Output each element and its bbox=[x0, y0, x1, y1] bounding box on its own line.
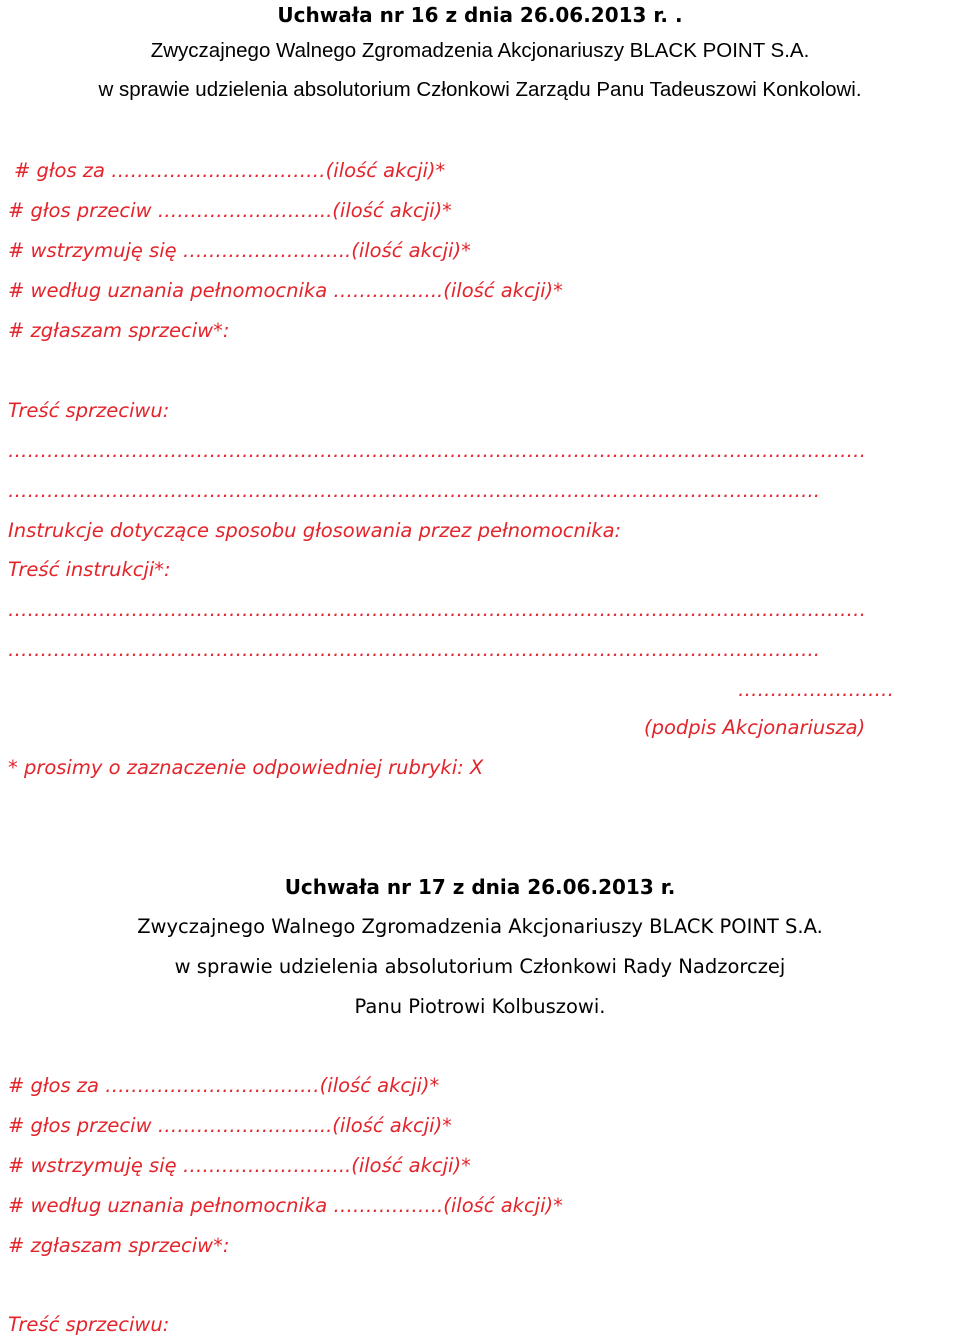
vote-against-line: # głos przeciw ……………………...(ilość akcji)* bbox=[8, 199, 452, 222]
resolution-17-subtitle: Zwyczajnego Walnego Zgromadzenia Akcjonariuszy BLACK POINT S.A. bbox=[137, 915, 823, 938]
objection-dotted-line-1: …………………………………………………………………………………………………………………… bbox=[8, 439, 866, 462]
vote-abstain-line: # wstrzymuję się ……………………..(ilość akcji)* bbox=[8, 239, 471, 262]
instructions-heading: Instrukcje dotyczące sposobu głosowania przez pełnomocnika: bbox=[8, 519, 622, 542]
vote-for-line: # głos za ……………………………(ilość akcji)* bbox=[14, 159, 446, 182]
resolution-17-title: Uchwała nr 17 z dnia 26.06.2013 r. bbox=[284, 875, 676, 899]
vote-proxy-discretion-line-2: # według uznania pełnomocnika ……………..(ilość akcji)* bbox=[8, 1194, 563, 1217]
objection-label-2: Treść sprzeciwu: bbox=[8, 1313, 170, 1336]
resolution-16-title: Uchwała nr 16 z dnia 26.06.2013 r. . bbox=[277, 3, 683, 27]
resolution-16-subtitle: Zwyczajnego Walnego Zgromadzenia Akcjonariuszy BLACK POINT S.A. bbox=[150, 39, 810, 62]
vote-for-line-2: # głos za ……………………………(ilość akcji)* bbox=[8, 1074, 440, 1097]
vote-against-line-2: # głos przeciw ……………………...(ilość akcji)* bbox=[8, 1114, 452, 1137]
resolution-17-subject-line-2: Panu Piotrowi Kolbuszowi. bbox=[354, 995, 606, 1018]
instructions-dotted-line-1: …………………………………………………………………………………………………………………… bbox=[8, 598, 866, 621]
instructions-content-label: Treść instrukcji*: bbox=[8, 558, 171, 581]
vote-objection-line: # zgłaszam sprzeciw*: bbox=[8, 319, 230, 342]
objection-label: Treść sprzeciwu: bbox=[8, 399, 170, 422]
vote-proxy-discretion-line: # według uznania pełnomocnika ……………..(ilość akcji)* bbox=[8, 279, 563, 302]
vote-objection-line-2: # zgłaszam sprzeciw*: bbox=[8, 1234, 230, 1257]
signature-label: (podpis Akcjonariusza) bbox=[644, 716, 866, 739]
resolution-16-subject: w sprawie udzielenia absolutorium Członkowi Zarządu Panu Tadeuszowi Konkolowi. bbox=[98, 78, 862, 101]
instructions-dotted-line-2: …………………………………………………………………………………………………………….. bbox=[8, 638, 820, 661]
vote-abstain-line-2: # wstrzymuję się ……………………..(ilość akcji)* bbox=[8, 1154, 471, 1177]
objection-dotted-line-2: …………………………………………………………………………………………………………….. bbox=[8, 479, 820, 502]
footnote: * prosimy o zaznaczenie odpowiedniej rubryki: X bbox=[8, 756, 484, 779]
resolution-17-subject-line-1: w sprawie udzielenia absolutorium Członkowi Rady Nadzorczej bbox=[174, 955, 786, 978]
signature-dotted-line: …………………… bbox=[738, 678, 894, 701]
